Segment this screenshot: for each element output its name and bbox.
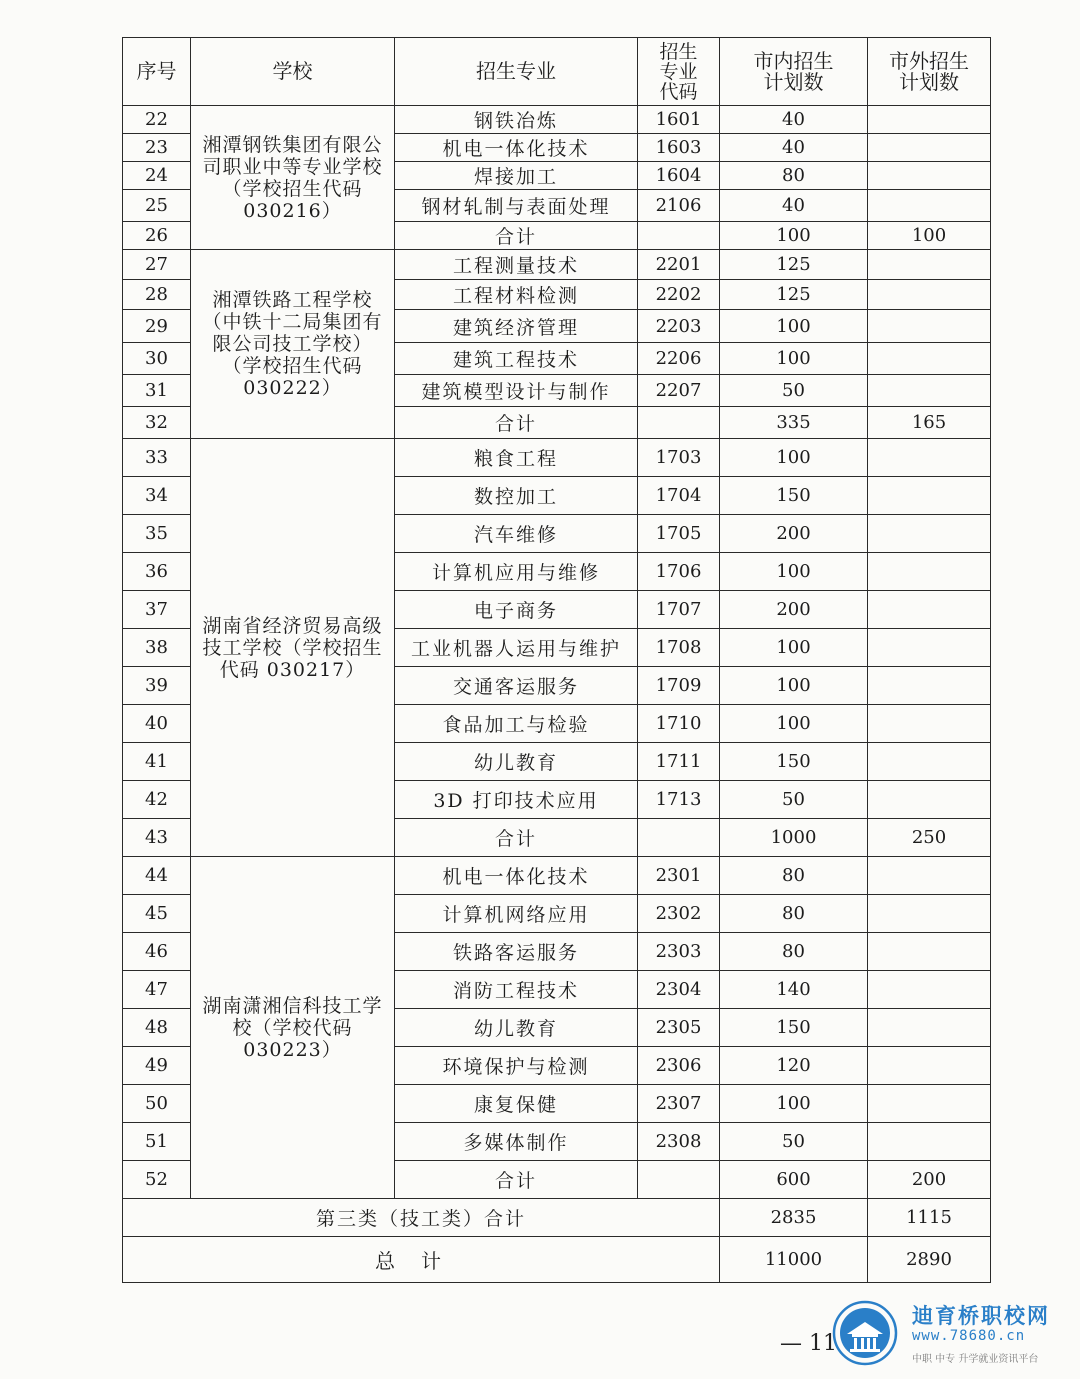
major-name: 数控加工 xyxy=(395,477,638,515)
outside-plan: 165 xyxy=(868,407,991,439)
row-seq: 48 xyxy=(123,1009,191,1047)
category-total-local: 2835 xyxy=(720,1199,868,1237)
major-code: 2306 xyxy=(638,1047,720,1085)
local-plan: 100 xyxy=(720,310,868,343)
major-code: 1707 xyxy=(638,591,720,629)
major-name: 焊接加工 xyxy=(395,162,638,190)
major-code: 2202 xyxy=(638,280,720,310)
local-plan: 100 xyxy=(720,222,868,250)
major-name: 工程材料检测 xyxy=(395,280,638,310)
major-name: 合计 xyxy=(395,1161,638,1199)
local-plan: 40 xyxy=(720,190,868,222)
row-seq: 33 xyxy=(123,439,191,477)
local-plan: 100 xyxy=(720,553,868,591)
row-seq: 29 xyxy=(123,310,191,343)
major-name: 机电一体化技术 xyxy=(395,134,638,162)
major-name: 合计 xyxy=(395,222,638,250)
header-code-line: 专业 xyxy=(659,60,698,83)
grand-total-label: 总计 xyxy=(123,1237,720,1283)
watermark xyxy=(828,1300,1076,1372)
grand-total-outside: 2890 xyxy=(868,1237,991,1283)
outside-plan xyxy=(868,1047,991,1085)
local-plan: 200 xyxy=(720,515,868,553)
outside-plan xyxy=(868,162,991,190)
major-code: 1705 xyxy=(638,515,720,553)
row-seq: 22 xyxy=(123,106,191,134)
row-seq: 52 xyxy=(123,1161,191,1199)
row-seq: 50 xyxy=(123,1085,191,1123)
major-name: 粮食工程 xyxy=(395,439,638,477)
outside-plan xyxy=(868,106,991,134)
major-code: 1704 xyxy=(638,477,720,515)
local-plan: 150 xyxy=(720,1009,868,1047)
major-code: 2307 xyxy=(638,1085,720,1123)
header-code xyxy=(638,38,720,106)
header-seq: 序号 xyxy=(123,38,191,106)
outside-plan xyxy=(868,1009,991,1047)
outside-plan xyxy=(868,591,991,629)
major-code: 1604 xyxy=(638,162,720,190)
row-seq: 43 xyxy=(123,819,191,857)
outside-plan: 250 xyxy=(868,819,991,857)
major-code: 2305 xyxy=(638,1009,720,1047)
table-row xyxy=(123,250,991,280)
row-seq: 37 xyxy=(123,591,191,629)
category-total-row xyxy=(123,1199,991,1237)
major-code: 1709 xyxy=(638,667,720,705)
major-name: 幼儿教育 xyxy=(395,1009,638,1047)
major-code: 1711 xyxy=(638,743,720,781)
header-outside-plan xyxy=(868,38,991,106)
major-code: 1603 xyxy=(638,134,720,162)
grand-total-row xyxy=(123,1237,991,1283)
header-code-line: 代码 xyxy=(659,80,698,103)
major-name: 工业机器人运用与维护 xyxy=(395,629,638,667)
major-name: 计算机网络应用 xyxy=(395,895,638,933)
outside-plan xyxy=(868,280,991,310)
local-plan: 100 xyxy=(720,629,868,667)
row-seq: 35 xyxy=(123,515,191,553)
major-code: 2106 xyxy=(638,190,720,222)
major-code: 2203 xyxy=(638,310,720,343)
row-seq: 38 xyxy=(123,629,191,667)
local-plan: 150 xyxy=(720,477,868,515)
outside-plan xyxy=(868,1123,991,1161)
category-total-outside: 1115 xyxy=(868,1199,991,1237)
watermark-url: www.78680.cn xyxy=(912,1328,1026,1344)
header-row xyxy=(123,38,991,106)
major-code: 2308 xyxy=(638,1123,720,1161)
outside-plan xyxy=(868,781,991,819)
major-code: 1713 xyxy=(638,781,720,819)
header-major: 招生专业 xyxy=(395,38,638,106)
outside-plan xyxy=(868,134,991,162)
outside-plan xyxy=(868,553,991,591)
table-row xyxy=(123,439,991,477)
header-local-line: 市内招生 xyxy=(753,48,834,73)
outside-plan xyxy=(868,743,991,781)
major-code: 1708 xyxy=(638,629,720,667)
table-row xyxy=(123,106,991,134)
major-code: 2201 xyxy=(638,250,720,280)
major-code xyxy=(638,819,720,857)
table-body xyxy=(123,106,991,1283)
major-name: 计算机应用与维修 xyxy=(395,553,638,591)
outside-plan xyxy=(868,477,991,515)
row-seq: 34 xyxy=(123,477,191,515)
local-plan: 100 xyxy=(720,343,868,375)
local-plan: 80 xyxy=(720,162,868,190)
local-plan: 100 xyxy=(720,667,868,705)
major-name: 消防工程技术 xyxy=(395,971,638,1009)
major-code xyxy=(638,1161,720,1199)
local-plan: 100 xyxy=(720,439,868,477)
major-name: 合计 xyxy=(395,407,638,439)
major-name: 食品加工与检验 xyxy=(395,705,638,743)
local-plan: 335 xyxy=(720,407,868,439)
outside-plan xyxy=(868,971,991,1009)
local-plan: 100 xyxy=(720,1085,868,1123)
outside-plan xyxy=(868,375,991,407)
major-name: 多媒体制作 xyxy=(395,1123,638,1161)
local-plan: 50 xyxy=(720,1123,868,1161)
header-local-line: 计划数 xyxy=(763,69,824,94)
outside-plan xyxy=(868,629,991,667)
major-name: 3D 打印技术应用 xyxy=(395,781,638,819)
outside-plan: 200 xyxy=(868,1161,991,1199)
local-plan: 150 xyxy=(720,743,868,781)
school-name: 湖南潇湘信科技工学校（学校代码 030223） xyxy=(191,857,395,1199)
local-plan: 80 xyxy=(720,933,868,971)
row-seq: 24 xyxy=(123,162,191,190)
major-name: 建筑经济管理 xyxy=(395,310,638,343)
major-name: 电子商务 xyxy=(395,591,638,629)
local-plan: 50 xyxy=(720,781,868,819)
row-seq: 25 xyxy=(123,190,191,222)
row-seq: 26 xyxy=(123,222,191,250)
local-plan: 80 xyxy=(720,895,868,933)
header-outside-line: 计划数 xyxy=(899,69,959,94)
major-name: 建筑工程技术 xyxy=(395,343,638,375)
row-seq: 51 xyxy=(123,1123,191,1161)
major-name: 环境保护与检测 xyxy=(395,1047,638,1085)
outside-plan xyxy=(868,895,991,933)
grand-total-local: 11000 xyxy=(720,1237,868,1283)
local-plan: 40 xyxy=(720,134,868,162)
local-plan: 125 xyxy=(720,250,868,280)
row-seq: 23 xyxy=(123,134,191,162)
major-code: 2301 xyxy=(638,857,720,895)
major-code: 2302 xyxy=(638,895,720,933)
row-seq: 32 xyxy=(123,407,191,439)
watermark-site-name: 迪育桥职校网 xyxy=(912,1304,1050,1328)
outside-plan xyxy=(868,667,991,705)
local-plan: 200 xyxy=(720,591,868,629)
local-plan: 120 xyxy=(720,1047,868,1085)
row-seq: 47 xyxy=(123,971,191,1009)
school-name: 湘潭铁路工程学校（中铁十二局集团有限公司技工学校）（学校招生代码 030222） xyxy=(191,250,395,439)
local-plan: 140 xyxy=(720,971,868,1009)
row-seq: 46 xyxy=(123,933,191,971)
major-name: 交通客运服务 xyxy=(395,667,638,705)
major-name: 建筑模型设计与制作 xyxy=(395,375,638,407)
outside-plan xyxy=(868,310,991,343)
local-plan: 50 xyxy=(720,375,868,407)
local-plan: 1000 xyxy=(720,819,868,857)
outside-plan: 100 xyxy=(868,222,991,250)
row-seq: 28 xyxy=(123,280,191,310)
enrollment-plan-table xyxy=(122,37,991,1283)
major-name: 机电一体化技术 xyxy=(395,857,638,895)
major-name: 钢材轧制与表面处理 xyxy=(395,190,638,222)
major-code xyxy=(638,222,720,250)
major-name: 铁路客运服务 xyxy=(395,933,638,971)
row-seq: 31 xyxy=(123,375,191,407)
row-seq: 41 xyxy=(123,743,191,781)
major-name: 钢铁冶炼 xyxy=(395,106,638,134)
major-code: 2206 xyxy=(638,343,720,375)
local-plan: 600 xyxy=(720,1161,868,1199)
page-number: — 11 xyxy=(780,1331,837,1356)
local-plan: 80 xyxy=(720,857,868,895)
outside-plan xyxy=(868,515,991,553)
major-code: 1710 xyxy=(638,705,720,743)
school-name: 湘潭钢铁集团有限公司职业中等专业学校（学校招生代码 030216） xyxy=(191,106,395,250)
header-local-plan xyxy=(720,38,868,106)
row-seq: 42 xyxy=(123,781,191,819)
major-name: 幼儿教育 xyxy=(395,743,638,781)
local-plan: 100 xyxy=(720,705,868,743)
row-seq: 40 xyxy=(123,705,191,743)
school-name: 湖南省经济贸易高级技工学校（学校招生代码 030217） xyxy=(191,439,395,857)
major-code: 1703 xyxy=(638,439,720,477)
major-code: 2207 xyxy=(638,375,720,407)
category-total-label: 第三类（技工类）合计 xyxy=(123,1199,720,1237)
header-school: 学校 xyxy=(191,38,395,106)
header-code-line: 招生 xyxy=(659,40,698,63)
header-outside-line: 市外招生 xyxy=(889,48,969,73)
major-code: 1601 xyxy=(638,106,720,134)
local-plan: 125 xyxy=(720,280,868,310)
major-name: 工程测量技术 xyxy=(395,250,638,280)
major-code: 2304 xyxy=(638,971,720,1009)
outside-plan xyxy=(868,439,991,477)
outside-plan xyxy=(868,1085,991,1123)
row-seq: 49 xyxy=(123,1047,191,1085)
outside-plan xyxy=(868,343,991,375)
major-code xyxy=(638,407,720,439)
row-seq: 44 xyxy=(123,857,191,895)
watermark-logo-icon xyxy=(832,1300,898,1366)
local-plan: 40 xyxy=(720,106,868,134)
row-seq: 45 xyxy=(123,895,191,933)
major-code: 1706 xyxy=(638,553,720,591)
major-name: 康复保健 xyxy=(395,1085,638,1123)
row-seq: 30 xyxy=(123,343,191,375)
outside-plan xyxy=(868,190,991,222)
row-seq: 39 xyxy=(123,667,191,705)
watermark-slogan: 中职 中专 升学就业资讯平台 xyxy=(912,1354,1039,1365)
outside-plan xyxy=(868,857,991,895)
major-name: 合计 xyxy=(395,819,638,857)
outside-plan xyxy=(868,933,991,971)
row-seq: 27 xyxy=(123,250,191,280)
table-row xyxy=(123,857,991,895)
major-code: 2303 xyxy=(638,933,720,971)
outside-plan xyxy=(868,250,991,280)
major-name: 汽车维修 xyxy=(395,515,638,553)
outside-plan xyxy=(868,705,991,743)
row-seq: 36 xyxy=(123,553,191,591)
